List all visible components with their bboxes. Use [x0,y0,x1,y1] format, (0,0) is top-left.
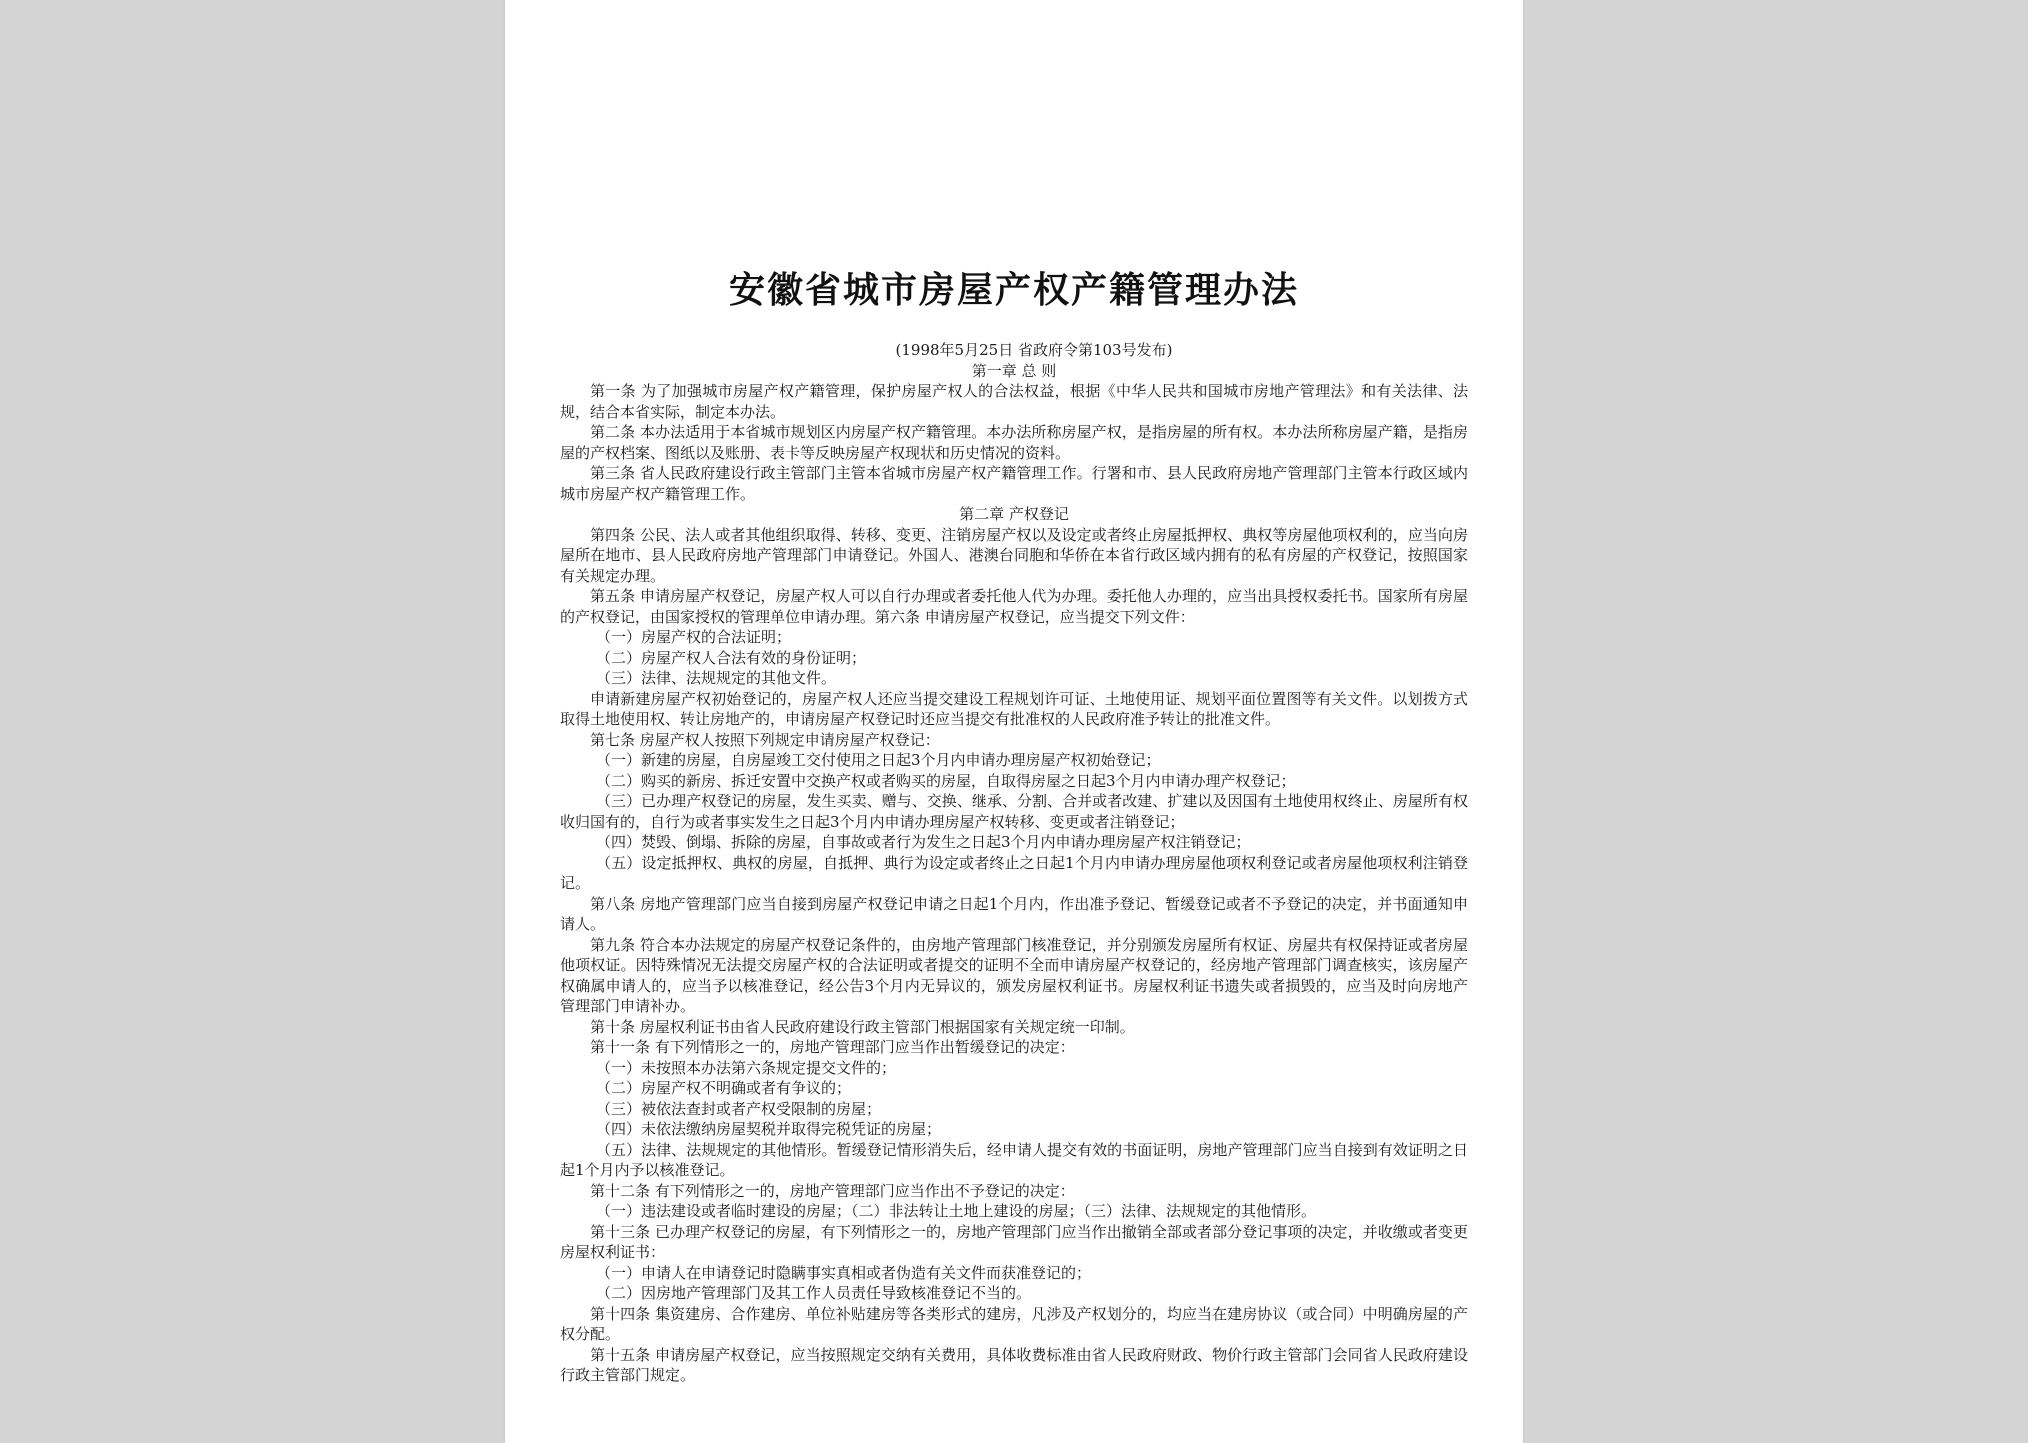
list-item: （四）未依法缴纳房屋契税并取得完税凭证的房屋； [596,1120,942,1138]
chapter-heading: 第一章 总 则 [971,361,1057,380]
article-paragraph: 第十一条 有下列情形之一的，房地产管理部门应当作出暂缓登记的决定： [590,1038,1075,1056]
list-item: （五）设定抵押权、典权的房屋，自抵押、典行为设定或者终止之日起1个月内申请办理房屋他项权利登记或者房屋他项权利注销登记。 [560,853,1468,892]
list-item: （一）未按照本办法第六条规定提交文件的； [596,1058,897,1077]
list-item: （五）法律、法规规定的其他情形。暂缓登记情形消失后，经申请人提交有效的书面证明，房地产管理部门应当自接到有效证明之日起1个月内予以核准登记。 [560,1140,1468,1179]
list-item: （三）被依法查封或者产权受限制的房屋； [596,1099,882,1118]
article-paragraph: 第十二条 有下列情形之一的，房地产管理部门应当作出不予登记的决定： [590,1181,1075,1200]
document-page [505,0,1523,1443]
article-paragraph: 第十四条 集资建房、合作建房、单位补贴建房等各类形式的建房，凡涉及产权划分的，均应当在建房协议（或合同）中明确房屋的产权分配。 [560,1304,1468,1343]
article-paragraph: 第八条 房地产管理部门应当自接到房屋产权登记申请之日起1个月内，作出准予登记、暂缓登记或者不予登记的决定，并书面通知申请人。 [560,894,1468,933]
article-paragraph: 第三条 省人民政府建设行政主管部门主管本省城市房屋产权产籍管理工作。行署和市、县人民政府房地产管理部门主管本行政区域内城市房屋产权产籍管理工作。 [560,464,1468,503]
document-title: 安徽省城市房屋产权产籍管理办法 [728,269,1299,311]
list-item: （三）已办理产权登记的房屋，发生买卖、赠与、交换、继承、分割、合并或者改建、扩建以及因国有土地使用权终止、房屋所有权收归国有的，自行为或者事实发生之日起3个月内申请办理房屋产权转移、变更或者注销登记； [560,792,1468,831]
document-body [560,340,1468,1386]
chapter-heading: 第二章 产权登记 [959,505,1069,523]
article-paragraph: 第四条 公民、法人或者其他组织取得、转移、变更、注销房屋产权以及设定或者终止房屋抵押权、典权等房屋他项权利的，应当向房屋所在地市、县人民政府房地产管理部门申请登记。外国人、港澳台同胞和华侨在本省行政区域内拥有的私有房屋的产权登记，按照国家有关规定办理。 [560,525,1468,585]
article-paragraph: 第九条 符合本办法规定的房屋产权登记条件的，由房地产管理部门核准登记，并分别颁发房屋所有权证、房屋共有权保持证或者房屋他项权证。因特殊情况无法提交房屋产权的合法证明或者提交的证明不全而申请房屋产权登记的，经房地产管理部门调查核实，该房屋产权确属申请人的，应当予以核准登记，经公告3个月内无异议的，颁发房屋权利证书。房屋权利证书遗失或者损毁的，应当及时向房地产管理部门申请补办。 [560,935,1468,1015]
article-paragraph: 第七条 房屋产权人按照下列规定申请房屋产权登记： [590,730,940,749]
article-paragraph: 第一条 为了加强城市房屋产权产籍管理，保护房屋产权人的合法权益，根据《中华人民共和国城市房地产管理法》和有关法律、法规，结合本省实际，制定本办法。 [560,382,1468,421]
list-item: （三）法律、法规规定的其他文件。 [596,669,837,687]
list-item: （四）焚毁、倒塌、拆除的房屋，自事故或者行为发生之日起3个月内申请办理房屋产权注销登记； [596,833,1251,851]
list-item: （二）因房地产管理部门及其工作人员责任导致核准登记不当的。 [596,1284,1032,1302]
article-paragraph: 第十五条 申请房屋产权登记，应当按照规定交纳有关费用，具体收费标准由省人民政府财政、物价行政主管部门会同省人民政府建设行政主管部门规定。 [560,1345,1468,1384]
list-item: （一）房屋产权的合法证明； [596,628,792,646]
article-paragraph: 第五条 申请房屋产权登记，房屋产权人可以自行办理或者委托他人代为办理。委托他人办理的，应当出具授权委托书。国家所有房屋的产权登记，由国家授权的管理单位申请办理。第六条 申请房屋产权登记，应当提交下列文件： [560,587,1468,626]
article-paragraph: 第十条 房屋权利证书由省人民政府建设行政主管部门根据国家有关规定统一印制。 [590,1017,1135,1036]
list-item: （二）房屋产权人合法有效的身份证明； [596,648,867,667]
list-item: （一）新建的房屋，自房屋竣工交付使用之日起3个月内申请办理房屋产权初始登记； [596,751,1161,769]
article-paragraph: 申请新建房屋产权初始登记的，房屋产权人还应当提交建设工程规划许可证、土地使用证、规划平面位置图等有关文件。以划拨方式取得土地使用权、转让房地产的，申请房屋产权登记时还应当提交有批准权的人民政府准予转让的批准文件。 [560,689,1468,728]
list-item: （一）申请人在申请登记时隐瞒事实真相或者伪造有关文件而获准登记的； [596,1263,1092,1282]
list-item: （二）房屋产权不明确或者有争议的； [596,1079,852,1097]
article-paragraph: 第十三条 已办理产权登记的房屋，有下列情形之一的，房地产管理部门应当作出撤销全部或者部分登记事项的决定，并收缴或者变更房屋权利证书： [560,1222,1468,1261]
article-paragraph: 第二条 本办法适用于本省城市规划区内房屋产权产籍管理。本办法所称房屋产权，是指房屋的所有权。本办法所称房屋产籍，是指房屋的产权档案、图纸以及账册、表卡等反映房屋产权现状和历史情况的资料。 [560,423,1468,462]
list-item: （二）购买的新房、拆迁安置中交换产权或者购买的房屋，自取得房屋之日起3个月内申请办理产权登记； [596,771,1296,790]
list-item: （一）违法建设或者临时建设的房屋；（二）非法转让土地上建设的房屋；（三）法律、法规规定的其他情形。 [596,1202,1317,1220]
document-subtitle: (1998年5月25日 省政府令第103号发布) [895,341,1173,359]
document-blocks [560,361,1468,1386]
